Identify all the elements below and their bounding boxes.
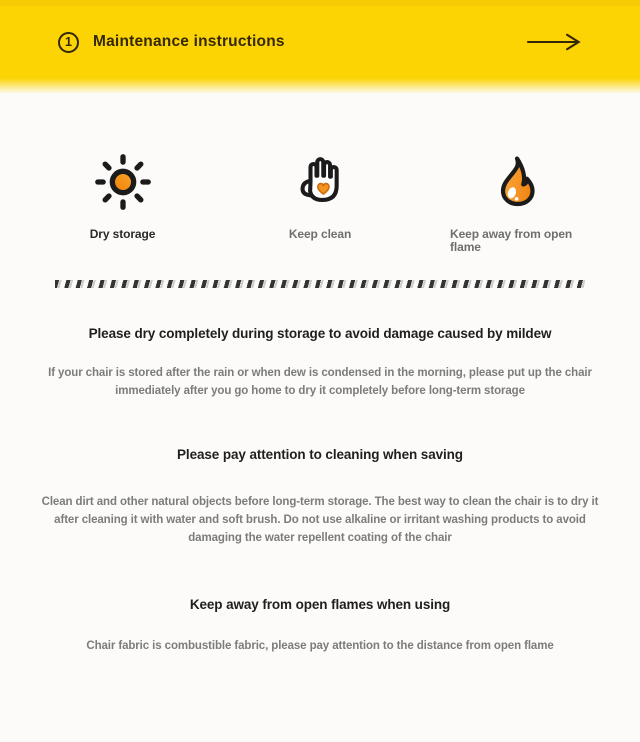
sun-icon <box>92 151 154 213</box>
section-heading: Keep away from open flames when using <box>189 597 451 613</box>
section-heading: Please pay attention to cleaning when saving <box>177 447 463 462</box>
section-open-flame <box>0 597 640 656</box>
section-heading: Please dry completely during storage to avoid damage caused by mildew <box>88 326 552 342</box>
feature-label: Keep away from open flame <box>450 227 573 255</box>
step-badge <box>58 32 79 53</box>
step-number: 1 <box>65 35 72 49</box>
feature-item-keep-away-flame <box>435 148 600 254</box>
header-fade <box>0 78 640 94</box>
section-body: Clean dirt and other natural objects before long-term storage. The best way to clean the chair is to dry it after cleaning it with water and soft brush. Do not use alkaline or irritant washing products to avoid damaging the water repellent coating of the chair <box>41 496 599 544</box>
dashed-divider <box>55 280 585 288</box>
flame-icon <box>488 152 548 212</box>
feature-item-dry-storage <box>40 148 205 254</box>
section-dry-storage <box>0 326 640 401</box>
feature-label: Dry storage <box>89 227 156 241</box>
section-body: If your chair is stored after the rain or when dew is condensed in the morning, please put up the chair immediately after you go home to dry it completely before long-term storage <box>48 367 592 398</box>
feature-row <box>0 148 640 254</box>
feature-item-keep-clean <box>205 148 435 254</box>
next-arrow-icon[interactable] <box>526 32 582 52</box>
header-banner <box>0 0 640 78</box>
hand-heart-icon <box>289 151 351 213</box>
feature-label: Keep clean <box>288 227 352 241</box>
section-body: Chair fabric is combustible fabric, please pay attention to the distance from open flame <box>86 640 554 653</box>
page-title: Maintenance instructions <box>93 33 285 50</box>
section-cleaning <box>0 447 640 547</box>
